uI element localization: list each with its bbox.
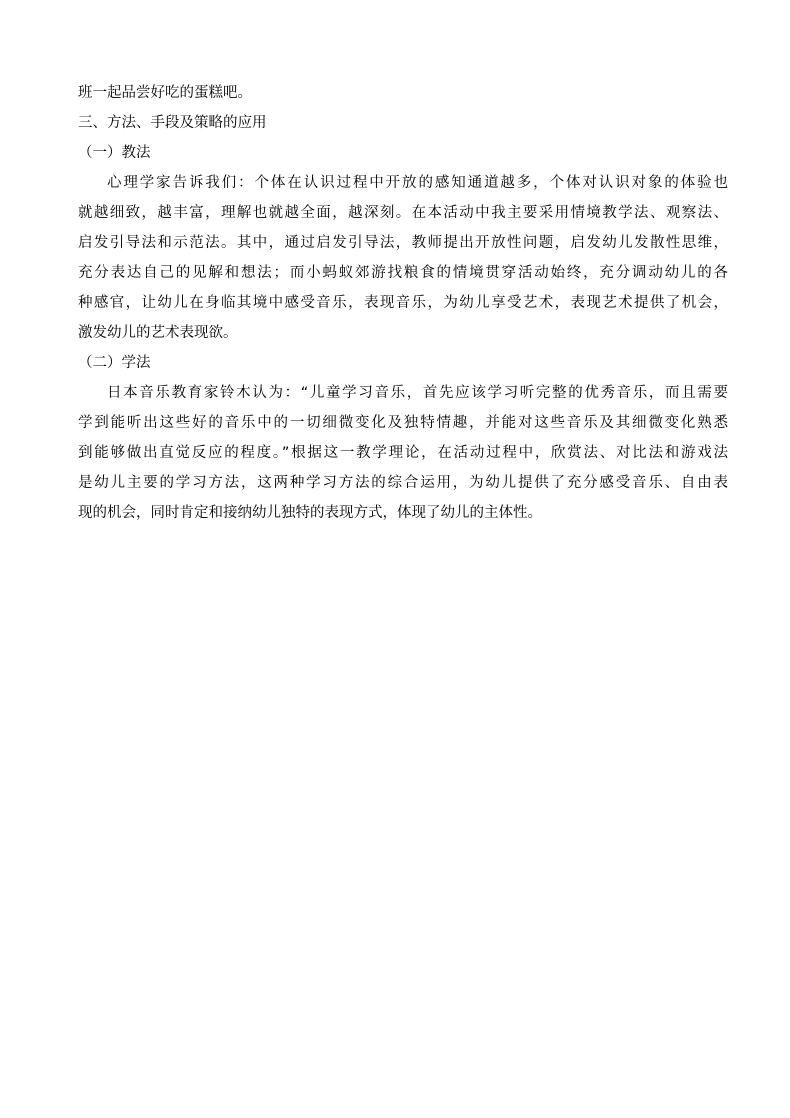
teaching-method-line-5: 种感官，让幼儿在身临其境中感受音乐，表现音乐，为幼儿享受艺术，表现艺术提供了机会， bbox=[78, 295, 728, 311]
learning-method-line-3: 到能够做出直觉反应的程度。”根据这一教学理论，在活动过程中，欣赏法、对比法和游戏法 bbox=[78, 445, 728, 461]
learning-method-line-2: 学到能听出这些好的音乐中的一切细微变化及独特情趣，并能对这些音乐及其细微变化熟悉 bbox=[78, 415, 728, 431]
teaching-method-line-1: 心理学家告诉我们：个体在认识过程中开放的感知通道越多，个体对认识对象的体验也 bbox=[107, 175, 728, 191]
learning-method-line-5: 现的机会，同时肯定和接纳幼儿独特的表现方式，体现了幼儿的主体性。 bbox=[78, 505, 542, 521]
teaching-method-line-4: 充分表达自己的见解和想法；而小蚂蚁郊游找粮食的情境贯穿活动始终，充分调动幼儿的各 bbox=[78, 265, 728, 281]
subsection-heading-learning-method: （二）学法 bbox=[78, 355, 151, 371]
section-heading: 三、方法、手段及策略的应用 bbox=[78, 115, 267, 131]
teaching-method-line-3: 启发引导法和示范法。其中，通过启发引导法，教师提出开放性问题，启发幼儿发散性思维， bbox=[78, 235, 728, 251]
subsection-heading-teaching-method: （一）教法 bbox=[78, 145, 151, 161]
learning-method-line-4: 是幼儿主要的学习方法，这两种学习方法的综合运用，为幼儿提供了充分感受音乐、自由表 bbox=[78, 475, 728, 491]
teaching-method-line-2: 就越细致，越丰富，理解也就越全面，越深刻。在本活动中我主要采用情境教学法、观察法、 bbox=[78, 205, 728, 221]
learning-method-line-1: 日本音乐教育家铃木认为：“儿童学习音乐，首先应该学习听完整的优秀音乐，而且需要 bbox=[107, 385, 728, 401]
teaching-method-line-6: 激发幼儿的艺术表现欲。 bbox=[78, 325, 238, 341]
paragraph-continuation: 班一起品尝好吃的蛋糕吧。 bbox=[78, 85, 252, 101]
